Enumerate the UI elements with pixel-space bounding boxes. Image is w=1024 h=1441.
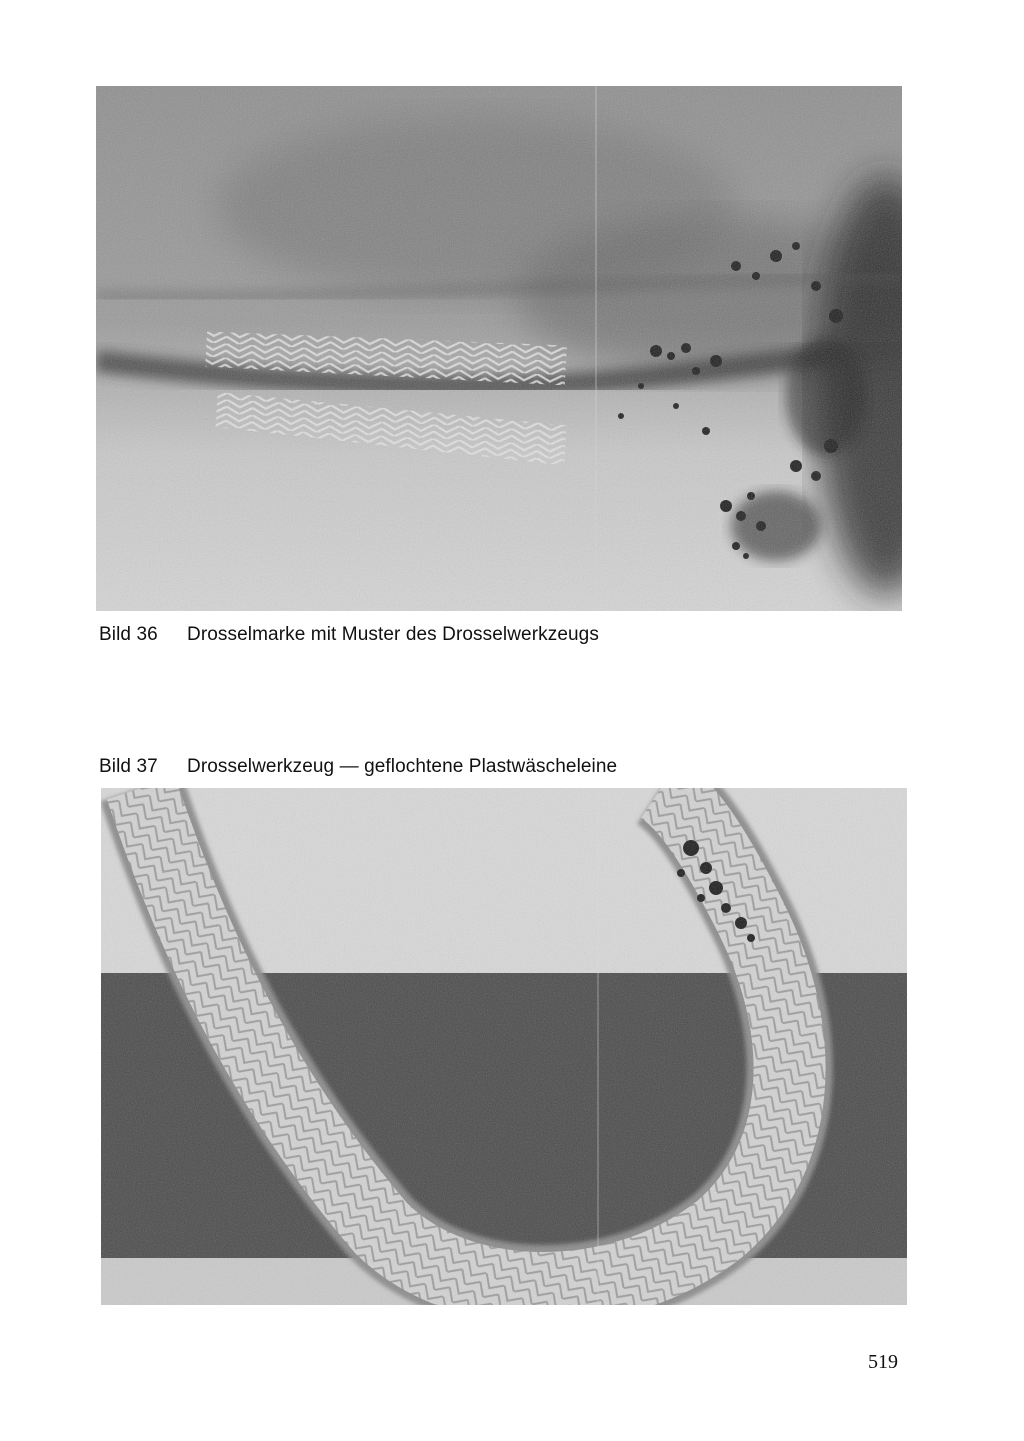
figure-label: Bild 37 <box>99 756 158 777</box>
figure-caption-text: Drosselwerkzeug — geflochtene Plastwäscheleine <box>187 756 618 777</box>
figure-caption-text: Drosselmarke mit Muster des Drosselwerkzeugs <box>187 624 599 645</box>
photo-braided-clothesline <box>101 788 907 1305</box>
photo-ligature-mark-image <box>96 86 902 611</box>
photo-ligature-mark <box>96 86 902 611</box>
figure-label: Bild 36 <box>99 624 158 645</box>
photo-braided-clothesline-image <box>101 788 907 1305</box>
figure-caption-37 <box>99 755 617 779</box>
page-number: 519 <box>868 1351 898 1373</box>
figure-caption-36 <box>99 623 599 647</box>
